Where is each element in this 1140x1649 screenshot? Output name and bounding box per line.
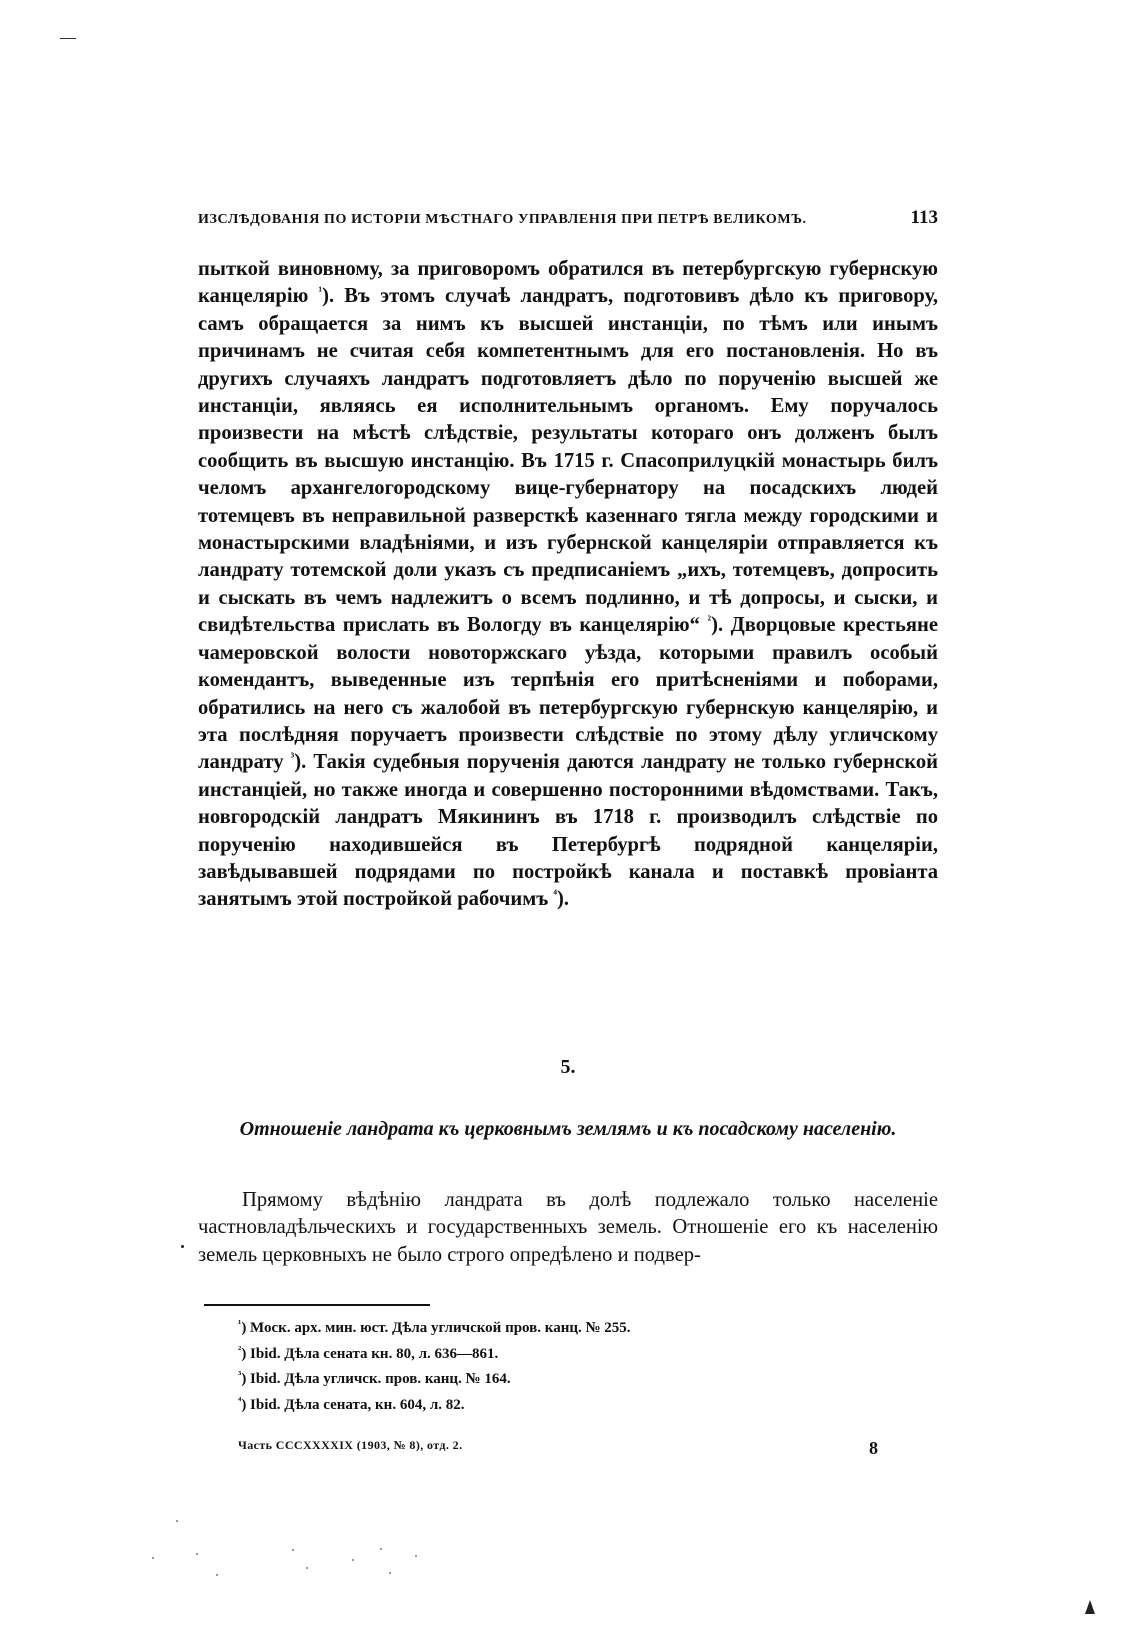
footnote-ref-3: ³ bbox=[290, 750, 295, 765]
page-number: 113 bbox=[910, 207, 938, 228]
body-text-part: ). bbox=[557, 888, 570, 911]
footnote-text: ) Ibid. Дѣла угличск. пров. канц. № 164. bbox=[241, 1371, 511, 1387]
footnote-marker: ¹ bbox=[238, 1318, 242, 1330]
signature-text: Часть CCCXXXXIX (1903, № 8), отд. 2. bbox=[238, 1438, 463, 1452]
footnote-list bbox=[238, 1316, 838, 1418]
footnote bbox=[238, 1342, 838, 1368]
signature-line bbox=[238, 1438, 878, 1459]
footnote-divider bbox=[204, 1304, 430, 1306]
corner-mark bbox=[1085, 1600, 1095, 1614]
footnote-ref-2: ² bbox=[707, 613, 712, 628]
footnote bbox=[238, 1316, 838, 1342]
scan-speck bbox=[292, 1549, 294, 1551]
running-title: ИЗСЛѢДОВАНІЯ ПО ИСТОРІИ МѢСТНАГО УПРАВЛЕНІЯ ПРИ ПЕТРѢ ВЕЛИКОМЪ. bbox=[198, 212, 807, 227]
signature-mark: 8 bbox=[869, 1438, 878, 1458]
body-text-part: ). Въ этомъ случаѣ ландратъ, подготовивъ дѣло къ приговору, самъ обращается за нимъ къ высшей инстанціи, по тѣмъ или инымъ причинамъ не считая себя компетентнымъ для его постановленія. Но въ другихъ случаяхъ ландратъ подготовляетъ дѣло по порученію высшей же инстанціи, являясь ея исполнительнымъ органомъ. Ему поручалось произвести на мѣстѣ слѣдствіе, результаты котораго онъ долженъ былъ сообщить въ высшую инстанцію. Въ 1715 г. Спасоприлуцкій монастырь билъ челомъ архангелогородскому вице-губернатору на посадскихъ людей тотемцевъ въ неправильной разверсткѣ казеннаго тягла между городскими и монастырскими владѣніями, и изъ губернской канцеляріи отправляется къ ландрату тотемской доли указъ съ предписаніемъ „ихъ, тотемцевъ, допросить и сыскать въ чемъ надлежитъ о всемъ подлинно, и тѣ допросы, и сыски, и свидѣтельства прислать въ Вологду въ канцелярію“ bbox=[198, 285, 938, 637]
footnote-marker: ³ bbox=[238, 1369, 242, 1381]
footnote-ref-4: ⁴ bbox=[553, 887, 558, 902]
footnote-text: ) Ibid. Дѣла сената, кн. 604, л. 82. bbox=[241, 1396, 465, 1413]
body-paragraph bbox=[198, 256, 938, 914]
footnote-text: ) Моск. арх. мин. юст. Дѣла угличской пров. канц. № 255. bbox=[241, 1320, 631, 1336]
body-text-part: ). Такія судебныя порученія даются ландрату не только губернской инстанціей, но также иногда и совершенно посторонними вѣдомствами. Такъ, новгородскій ландратъ Мякининъ въ 1718 г. производилъ слѣдствіе по порученію находившейся въ Петербургѣ подрядной канцеляріи, завѣдывавшей подрядами по постройкѣ канала и поставкѣ провіанта занятымъ этой постройкой рабочимъ bbox=[198, 751, 939, 911]
footnote-marker: ⁴ bbox=[238, 1394, 242, 1407]
footnote-text: ) Ibid. Дѣла сената кн. 80, л. 636—861. bbox=[241, 1345, 499, 1362]
scan-speck bbox=[389, 1572, 391, 1574]
body-text-part: ). Дворцовые крестьяне чамеровской волости новоторжскаго уѣзда, которыми правилъ особый комендантъ, выведенные изъ терпѣнія его притѣсненіями и поборами, обратились на него съ жалобой въ петербургскую губернскую канцелярію, и эта послѣдняя поручаетъ произвести слѣдствіе по этому дѣлу угличскому ландрату bbox=[198, 614, 939, 774]
footnote bbox=[238, 1367, 838, 1393]
footnote-marker: ² bbox=[238, 1343, 242, 1356]
edge-mark bbox=[60, 38, 76, 39]
scan-speck bbox=[415, 1555, 417, 1557]
section-paragraph: Прямому вѣдѣнію ландрата въ долѣ подлежало только населеніе частновладѣльческихъ и государственныхъ земель. Отношеніе его къ населенію земель церковныхъ не было строго опредѣлено и подвер- bbox=[198, 1189, 938, 1266]
scan-speck bbox=[352, 1559, 354, 1561]
footnote-ref-1: ¹ bbox=[318, 284, 323, 299]
margin-dot bbox=[181, 1245, 184, 1248]
section-number: 5. bbox=[560, 1056, 576, 1078]
scan-speck bbox=[380, 1548, 382, 1550]
scan-speck bbox=[196, 1553, 198, 1555]
scan-speck bbox=[216, 1574, 218, 1576]
running-head bbox=[198, 207, 938, 229]
scan-speck bbox=[306, 1567, 308, 1569]
footnote bbox=[238, 1393, 838, 1419]
scan-speck bbox=[152, 1557, 154, 1559]
section-title: Отношеніе ландрата къ церковнымъ землямъ и къ посадскому населенію. bbox=[239, 1118, 897, 1140]
body-text-part: пыткой виновному, за приговоромъ обратился въ петербургскую губернскую канцелярію bbox=[198, 258, 938, 308]
scan-speck bbox=[176, 1520, 178, 1522]
